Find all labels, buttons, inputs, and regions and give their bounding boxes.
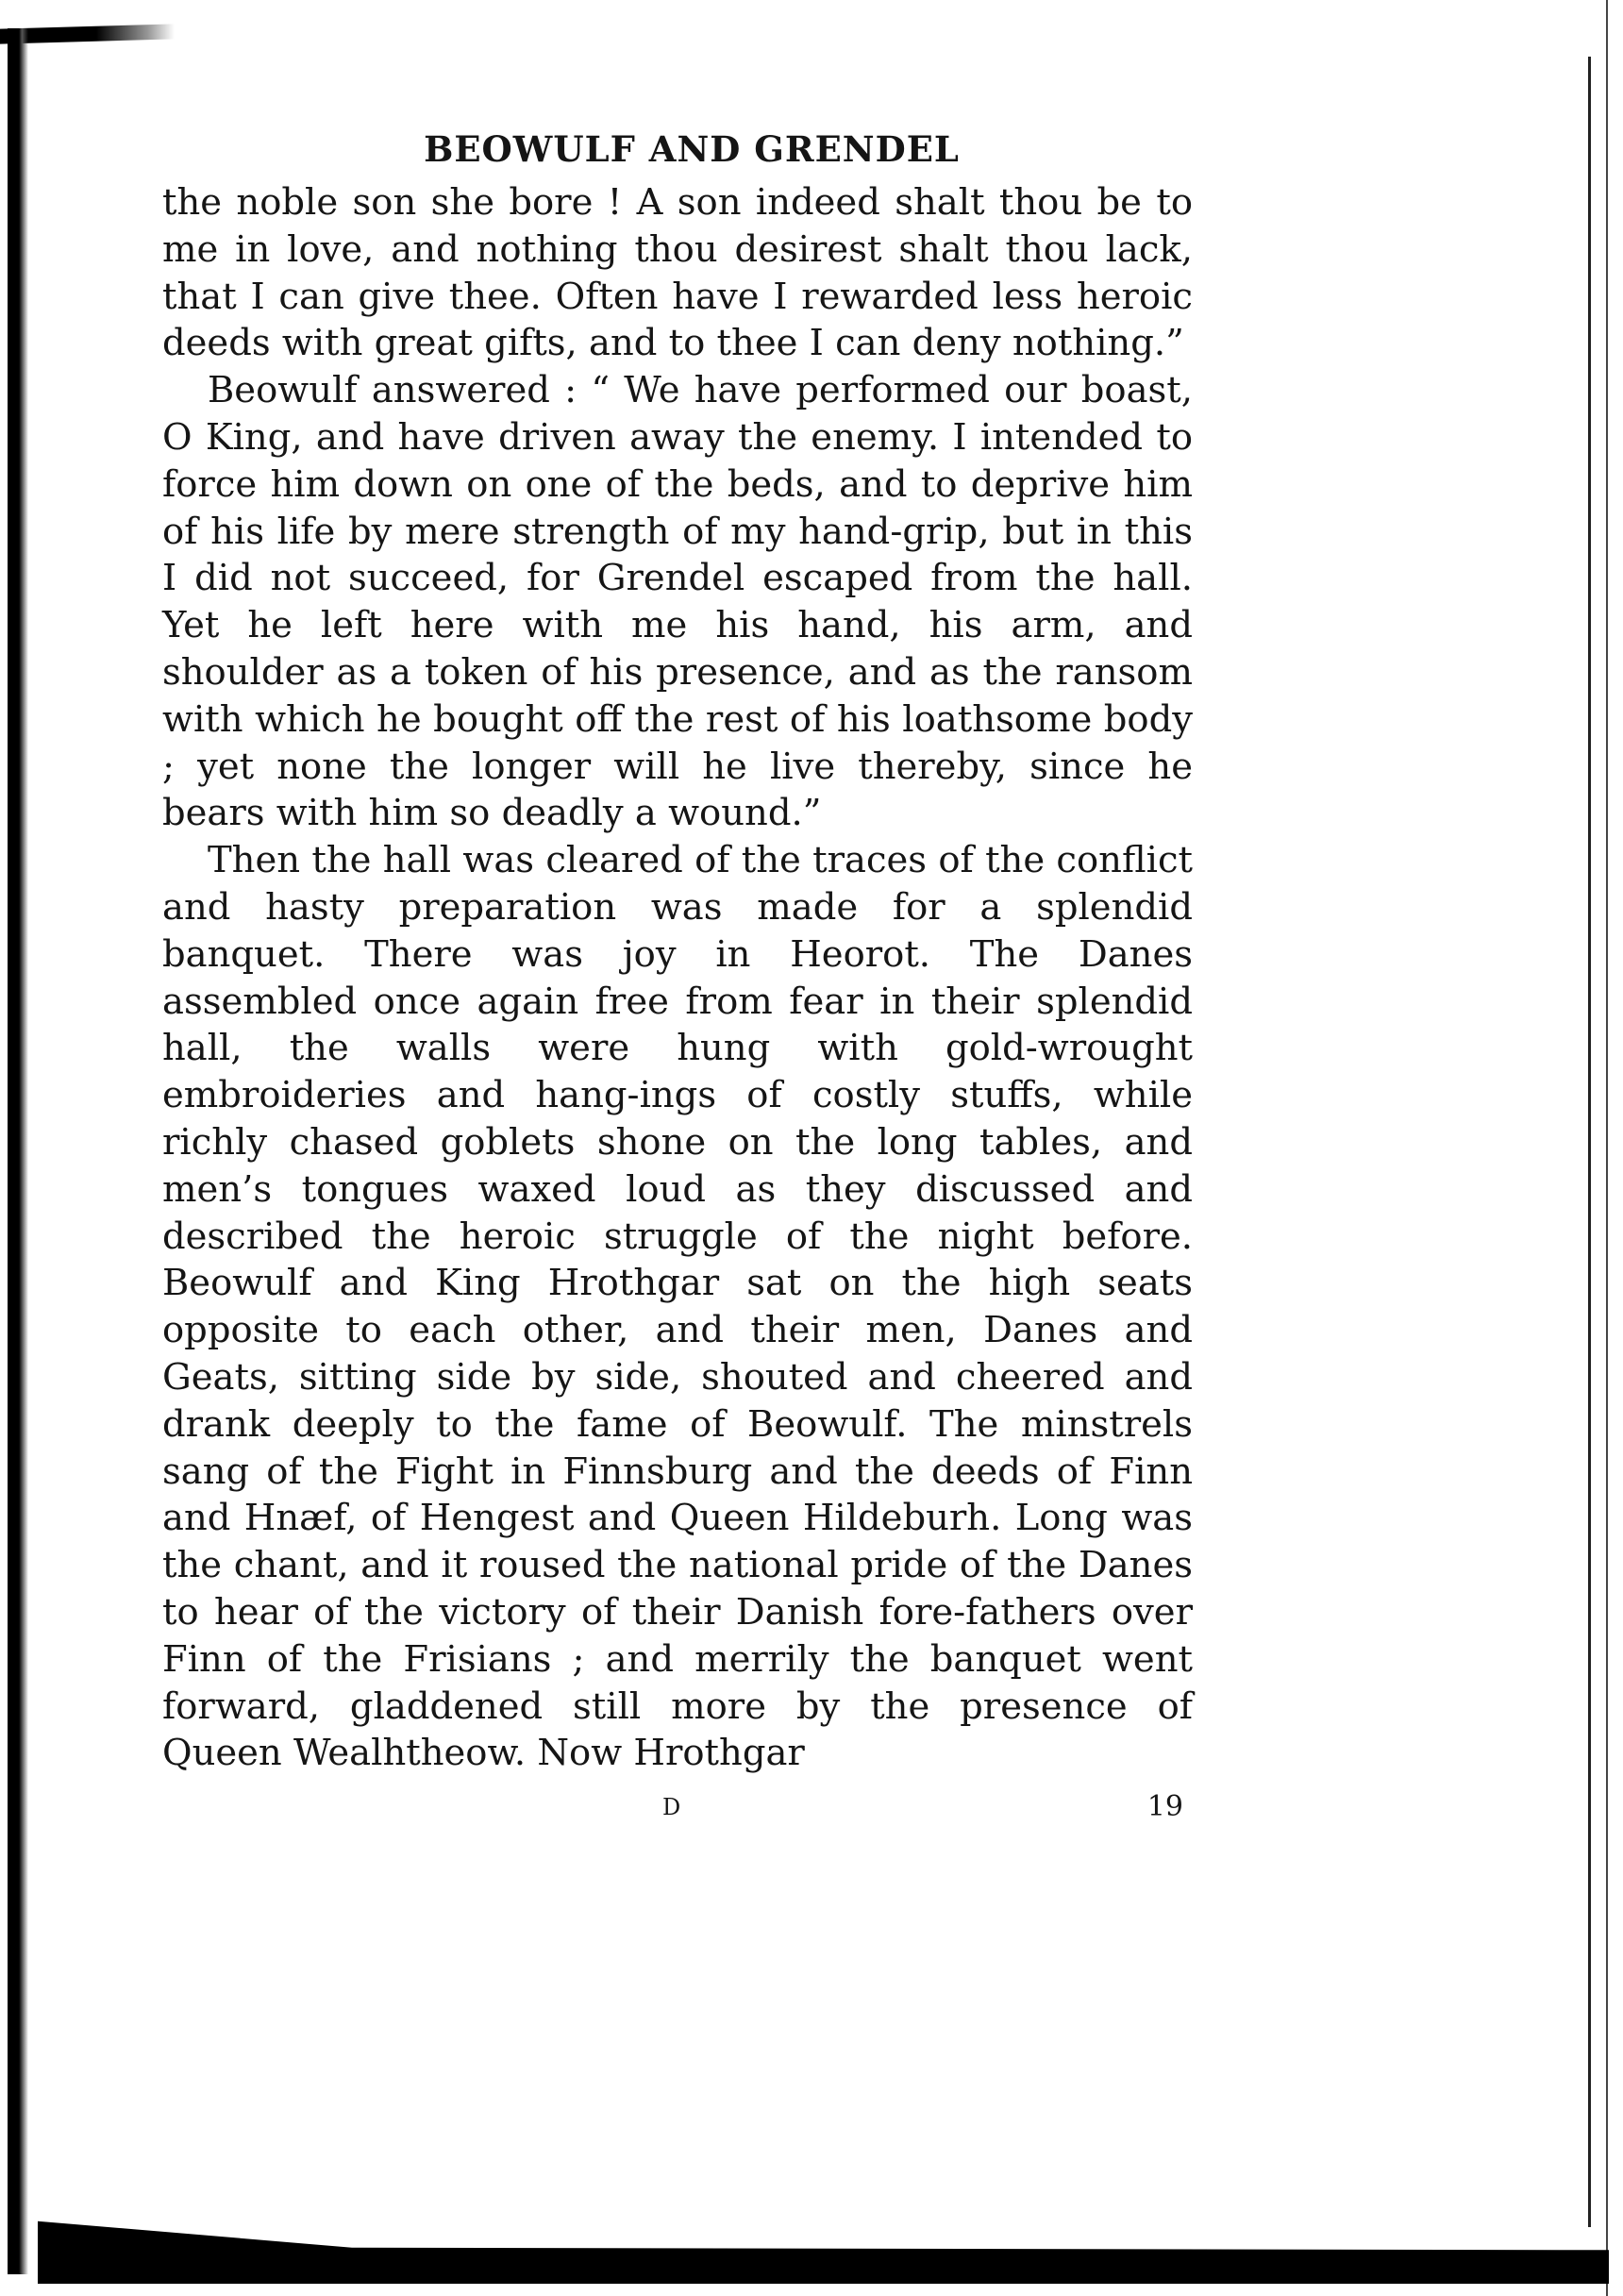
scan-border-bottom [38,2204,1609,2284]
paragraph-continuation: the noble son she bore ! A son indeed shalt thou be to me in love, and nothing thou desirest shalt thou lack, that I can give thee. Often have I rewarded less heroic deeds with great gifts, and to thee I can deny nothing.” [162,181,1193,365]
page-edge-right [1588,57,1591,2227]
running-head: BEOWULF AND GRENDEL [424,128,960,170]
page-number: 19 [1146,1790,1183,1824]
book-page [162,123,1193,1837]
signature-mark: D [662,1794,681,1821]
paragraph-beowulf-answer: Beowulf answered : “ We have performed our boast, O King, and have driven away the enemy. I intended to force him down on one of the beds, and to deprive him of his life by mere strength of my hand-grip, but in this I did not succeed, for Grendel escaped from the hall. Yet he left here with me his hand, his arm, and shoulder as a token of his presence, and as the ransom with which he bought off the rest of his loathsome body ; yet none the longer will he live thereby, since he bears with him so deadly a wound.” [162,369,1193,835]
scan-border-left [8,28,28,2274]
page-footer [162,1788,1193,1837]
body-text [162,179,1193,1777]
paragraph-banquet: Then the hall was cleared of the traces of the conflict and hasty preparation was made for a splendid banquet. There was joy in Heorot. The Danes assembled once again free from fear in their splendid hall, the walls were hung with gold-wrought embroideries and hang-ings of costly stuffs, while richly chased goblets shone on the long tables, and men’s tongues waxed loud as they discussed and described the heroic struggle of the night before. Beowulf and King Hrothgar sat on the high seats opposite to each other, and their men, Danes and Geats, sitting side by side, shouted and cheered and drank deeply to the fame of Beowulf. The minstrels sang of the Fight in Finnsburg and the deeds of Finn and Hnæf, of Hengest and Queen Hildeburh. Long was the chant, and it roused the national pride of the Danes to hear of the victory of their Danish fore-fathers over Finn of the Frisians ; and merrily the banquet went forward, gladdened still more by the presence of Queen Wealhtheow. Now Hrothgar [162,839,1193,1775]
scan-border-right [1606,0,1608,2296]
